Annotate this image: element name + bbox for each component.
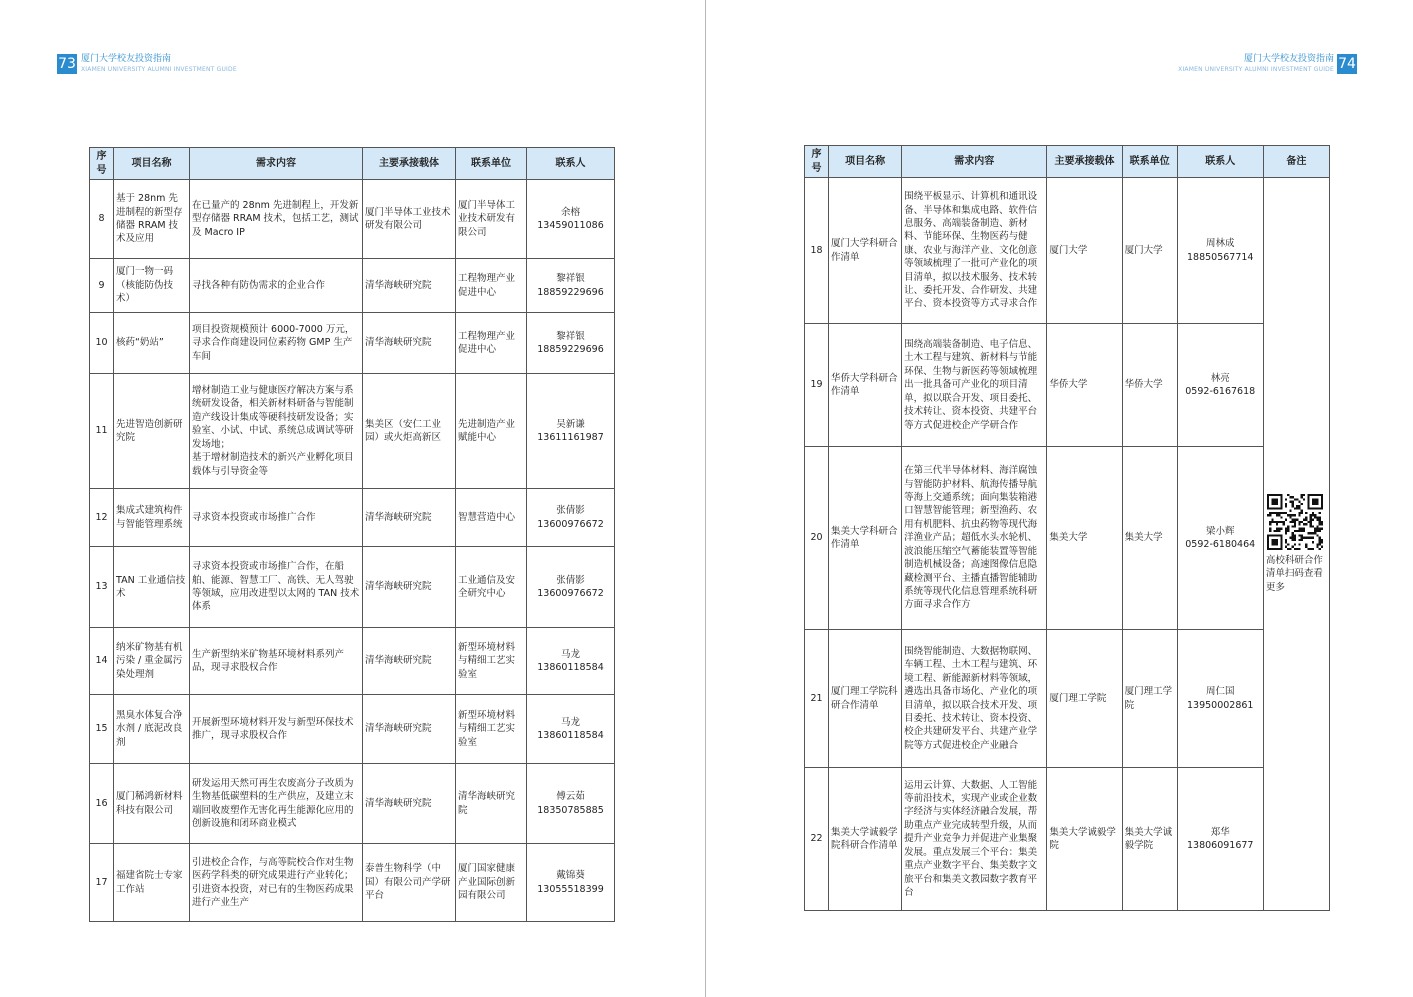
table-row <box>90 764 615 844</box>
cell-unit-text: 厦门半导体工业技术研发有限公司 <box>458 199 516 238</box>
cell-carrier-text: 清华海峡研究院 <box>365 797 432 809</box>
cell-demand-text: 在已量产的 28nm 先进制程上，开发新型存储器 RRAM 技术，包括工艺，测试及 Macro IP <box>192 199 359 238</box>
contact-phone: 13611161987 <box>537 432 604 443</box>
cell-project-name <box>114 489 190 547</box>
cell-contact <box>527 489 615 547</box>
cell-carrier-text: 华侨大学 <box>1049 379 1088 391</box>
cell-seq <box>90 695 114 764</box>
cell-seq-text: 12 <box>95 511 108 523</box>
cell-contact <box>1177 178 1263 324</box>
table-header-row <box>90 148 615 180</box>
qr-code-icon[interactable] <box>1267 494 1323 550</box>
cell-demand <box>190 628 363 695</box>
cell-project-name <box>829 324 902 447</box>
cell-seq <box>90 844 114 922</box>
cell-contact <box>1177 768 1263 911</box>
cell-project-name <box>829 630 902 768</box>
cell-seq-text: 11 <box>95 425 108 437</box>
contact-phone: 13860118584 <box>537 730 604 741</box>
cell-unit <box>456 489 527 547</box>
cell-project-name-text: 集成式建筑构件与智能管理系统 <box>116 505 183 530</box>
cell-seq <box>90 628 114 695</box>
contact-name: 张倩影 <box>556 574 585 586</box>
contact-name: 周林成 <box>1205 238 1235 250</box>
cell-seq <box>90 180 114 259</box>
cell-demand <box>902 630 1047 768</box>
contact-name: 马龙 <box>560 648 580 660</box>
cell-carrier-text: 集美大学诚毅学院 <box>1049 826 1116 851</box>
cell-unit <box>456 628 527 695</box>
cell-unit <box>456 259 527 313</box>
cell-project-name-text: 厦门大学科研合作清单 <box>831 238 898 263</box>
cell-unit <box>456 844 527 922</box>
col-seq: 序号 <box>805 146 829 178</box>
qr-caption: 高校科研合作清单扫码查看更多 <box>1265 554 1323 593</box>
cell-seq-text: 10 <box>95 337 108 349</box>
cell-project-name <box>114 844 190 922</box>
cell-carrier <box>1047 768 1122 911</box>
cell-demand-text: 寻求资本投资或市场推广合作，在船舶、能源、智慧工厂、高铁、无人驾驶等领域，应用改进型以太网的 TAN 技术体系 <box>192 561 360 613</box>
table-row <box>90 844 615 922</box>
table-row <box>90 695 615 764</box>
cell-unit <box>456 313 527 374</box>
contact-name: 吴新谦 <box>556 418 585 430</box>
cell-contact <box>527 764 615 844</box>
cell-unit <box>1122 447 1177 630</box>
contact-phone: 13806091677 <box>1186 840 1254 851</box>
cell-project-name-text: 先进智造创新研究院 <box>116 418 183 443</box>
cell-unit <box>456 374 527 489</box>
cell-seq-text: 22 <box>810 833 823 845</box>
cell-project-name <box>114 259 190 313</box>
cell-remark <box>1263 178 1329 911</box>
table-row <box>805 447 1330 630</box>
contact-name: 梁小辉 <box>1205 525 1235 537</box>
col-carrier: 主要承接载体 <box>1047 146 1122 178</box>
contact-name: 黎祥银 <box>556 273 585 285</box>
table-row <box>805 768 1330 911</box>
contact-phone: 13600976672 <box>537 518 604 530</box>
cell-unit <box>456 547 527 628</box>
cell-carrier-text: 清华海峡研究院 <box>365 279 432 291</box>
contact-phone: 18350785885 <box>537 804 604 816</box>
cell-project-name <box>114 313 190 374</box>
cell-carrier <box>363 489 456 547</box>
contact-phone: 13055518399 <box>537 883 604 895</box>
cell-seq-text: 19 <box>810 379 823 391</box>
table-row <box>805 178 1330 324</box>
cell-carrier-text: 厦门半导体工业技术研发有限公司 <box>365 206 451 231</box>
contact-name: 马龙 <box>560 716 580 728</box>
cell-unit-text: 集美大学 <box>1124 532 1163 544</box>
page-number-right: 74 <box>1338 56 1356 72</box>
header-subtitle-right: XIAMEN UNIVERSITY ALUMNI INVESTMENT GUIDE <box>1178 66 1334 73</box>
cell-project-name-text: 黑臭水体复合净水剂 / 底泥改良剂 <box>116 709 183 748</box>
header-subtitle-left: XIAMEN UNIVERSITY ALUMNI INVESTMENT GUIDE <box>81 66 237 73</box>
cell-unit-text: 厦门大学 <box>1124 244 1163 256</box>
cell-carrier <box>363 695 456 764</box>
cell-project-name <box>114 628 190 695</box>
header-title-left: 厦门大学校友投资指南 <box>81 54 172 64</box>
cell-project-name-text: 集美大学诚毅学院科研合作清单 <box>831 826 898 851</box>
page-number-left: 73 <box>58 56 76 72</box>
cell-contact <box>527 374 615 489</box>
cell-carrier-text: 清华海峡研究院 <box>365 511 432 523</box>
cell-carrier-text: 厦门大学 <box>1049 244 1088 256</box>
cell-unit <box>1122 630 1177 768</box>
cell-unit <box>1122 768 1177 911</box>
col-carrier: 主要承接载体 <box>363 148 456 180</box>
cell-seq-text: 14 <box>95 655 108 667</box>
contact-name: 黎祥银 <box>556 330 585 342</box>
cell-project-name-text: 福建省院士专家工作站 <box>116 870 183 895</box>
contact-name: 郑华 <box>1210 826 1230 838</box>
page-spine <box>705 0 706 997</box>
cell-contact <box>1177 447 1263 630</box>
cell-demand-text: 围绕平板显示、计算机和通讯设备、半导体和集成电路、软件信息服务、高端装备制造、新材料、节能环保、生物医药与健康、农业与海洋产业、文化创意等领域梳理了一批可产业化的项目清单，拟以技术服务、技术转让、委托开发、合作研发、共建平台、资本投资等方式寻求合作 <box>904 191 1038 310</box>
contact-phone: 18859229696 <box>537 286 604 298</box>
cell-contact <box>527 547 615 628</box>
contact-phone: 13950002861 <box>1186 699 1254 711</box>
cell-demand-text: 引进校企合作，与高等院校合作对生物医药学科类的研究成果进行产业转化；引进资本投资，对已有的生物医药成果进行产业生产 <box>192 856 354 908</box>
cell-carrier-text: 集美大学 <box>1049 532 1088 544</box>
col-demand: 需求内容 <box>190 148 363 180</box>
cell-seq-text: 13 <box>95 581 108 593</box>
cell-contact <box>1177 324 1263 447</box>
contact-name: 张倩影 <box>556 505 585 517</box>
cell-demand <box>902 768 1047 911</box>
cell-project-name-text: 厦门一物一码（核能防伪技术） <box>116 266 174 305</box>
cell-project-name-text: 基于 28nm 先进制程的新型存储器 RRAM 技术及应用 <box>116 193 183 245</box>
cell-seq <box>90 374 114 489</box>
cell-demand <box>190 844 363 922</box>
cell-demand <box>902 447 1047 630</box>
cell-seq <box>90 489 114 547</box>
cell-project-name-text: 华侨大学科研合作清单 <box>831 372 898 397</box>
cell-seq <box>805 324 829 447</box>
cell-project-name <box>114 764 190 844</box>
cell-demand <box>190 695 363 764</box>
col-seq: 序号 <box>90 148 114 180</box>
cell-carrier <box>1047 630 1122 768</box>
cell-contact <box>527 628 615 695</box>
cell-demand <box>190 764 363 844</box>
table-header-row <box>805 146 1330 178</box>
cell-seq <box>90 764 114 844</box>
cell-carrier-text: 清华海峡研究院 <box>365 655 432 667</box>
contact-name: 余榕 <box>560 206 580 218</box>
cell-seq-text: 8 <box>98 213 105 225</box>
cell-carrier <box>363 259 456 313</box>
cell-carrier <box>1047 447 1122 630</box>
projects-table-left <box>89 147 615 922</box>
contact-phone: 0592-6167618 <box>1185 386 1256 397</box>
table-row <box>805 630 1330 768</box>
contact-phone: 13860118584 <box>537 662 604 673</box>
header-title-right: 厦门大学校友投资指南 <box>1243 54 1334 64</box>
contact-phone: 18859229696 <box>537 344 604 355</box>
cell-unit-text: 华侨大学 <box>1124 379 1163 391</box>
cell-contact <box>527 844 615 922</box>
cell-unit-text: 新型环境材料与精细工艺实验室 <box>458 709 516 748</box>
cell-seq-text: 17 <box>95 876 108 888</box>
cell-project-name <box>829 447 902 630</box>
cell-seq-text: 20 <box>810 532 823 544</box>
cell-unit-text: 集美大学诚毅学院 <box>1124 826 1173 851</box>
cell-carrier-text: 泰普生物科学（中国）有限公司产学研平台 <box>365 863 451 902</box>
projects-table-right <box>804 145 1330 911</box>
cell-project-name <box>114 374 190 489</box>
cell-seq <box>805 178 829 324</box>
cell-contact <box>1177 630 1263 768</box>
cell-project-name <box>829 178 902 324</box>
table-row <box>90 180 615 259</box>
table-row <box>805 324 1330 447</box>
cell-project-name <box>829 768 902 911</box>
cell-project-name-text: TAN 工业通信技术 <box>116 574 186 599</box>
cell-seq-text: 16 <box>95 797 108 809</box>
contact-phone: 0592-6180464 <box>1185 539 1256 550</box>
cell-unit-text: 厦门国家健康产业国际创新园有限公司 <box>458 863 516 902</box>
cell-carrier <box>1047 324 1122 447</box>
cell-project-name-text: 核药“奶站” <box>116 337 164 349</box>
table-row <box>90 489 615 547</box>
cell-seq <box>90 547 114 628</box>
cell-carrier <box>363 180 456 259</box>
cell-unit <box>456 764 527 844</box>
cell-unit-text: 清华海峡研究院 <box>458 791 516 816</box>
table-row <box>90 259 615 313</box>
cell-demand-text: 运用云计算、大数据、人工智能等前沿技术，实现产业或企业数字经济与实体经济融合发展，帮助重点产业完成转型升级，从而提升产业竞争力并促进产业集聚发展。重点发展三个平台：集美重点产业数字平台、集美数字文旅平台和集美文教园数字教育平台 <box>904 779 1038 898</box>
cell-contact <box>527 180 615 259</box>
cell-project-name-text: 厦门稀鸿新材料科技有限公司 <box>116 791 183 816</box>
cell-demand-text: 寻找各种有防伪需求的企业合作 <box>192 279 326 291</box>
cell-unit-text: 厦门理工学院 <box>1124 686 1173 711</box>
cell-project-name <box>114 180 190 259</box>
cell-demand-text: 开展新型环境材料开发与新型环保技术推广，现寻求股权合作 <box>192 716 354 741</box>
contact-phone: 13600976672 <box>537 588 604 599</box>
cell-unit-text: 新型环境材料与精细工艺实验室 <box>458 641 516 680</box>
contact-name: 林亮 <box>1210 372 1230 384</box>
cell-carrier <box>363 844 456 922</box>
col-remark: 备注 <box>1263 146 1329 178</box>
col-contact: 联系人 <box>1177 146 1263 178</box>
cell-demand <box>190 180 363 259</box>
cell-seq <box>90 259 114 313</box>
cell-unit <box>456 180 527 259</box>
cell-seq <box>805 447 829 630</box>
cell-demand-text: 研发运用天然可再生农废高分子改质为生物基低碳塑料的生产供应，及建立末端回收废塑作无害化再生能源化应用的创新设施和闭环商业模式 <box>192 777 354 829</box>
cell-demand <box>190 489 363 547</box>
cell-project-name-text: 集美大学科研合作清单 <box>831 525 898 550</box>
cell-demand <box>190 374 363 489</box>
cell-seq <box>805 630 829 768</box>
table-row <box>90 313 615 374</box>
cell-project-name-text: 纳米矿物基有机污染 / 重金属污染处理剂 <box>116 641 183 680</box>
cell-demand <box>190 547 363 628</box>
cell-seq-text: 15 <box>95 723 108 735</box>
cell-carrier <box>363 374 456 489</box>
col-demand: 需求内容 <box>902 146 1047 178</box>
cell-seq <box>90 313 114 374</box>
cell-unit <box>1122 324 1177 447</box>
cell-unit-text: 先进制造产业赋能中心 <box>458 418 516 443</box>
cell-carrier <box>363 764 456 844</box>
cell-demand-text: 生产新型纳米矿物基环境材料系列产品，现寻求股权合作 <box>192 648 345 673</box>
cell-carrier <box>1047 178 1122 324</box>
cell-carrier <box>363 628 456 695</box>
cell-demand <box>190 313 363 374</box>
cell-demand-text: 寻求资本投资或市场推广合作 <box>192 511 316 523</box>
cell-carrier-text: 厦门理工学院 <box>1049 692 1107 704</box>
contact-name: 戴锦葵 <box>556 870 585 882</box>
cell-carrier <box>363 313 456 374</box>
cell-unit-text: 智慧营造中心 <box>458 511 516 523</box>
table-row <box>90 374 615 489</box>
table-row <box>90 628 615 695</box>
col-unit: 联系单位 <box>456 148 527 180</box>
cell-unit-text: 工业通信及安全研究中心 <box>458 574 516 599</box>
contact-phone: 18850567714 <box>1186 251 1254 263</box>
cell-demand <box>190 259 363 313</box>
cell-contact <box>527 259 615 313</box>
col-name: 项目名称 <box>114 148 190 180</box>
cell-project-name-text: 厦门理工学院科研合作清单 <box>831 686 898 711</box>
cell-project-name <box>114 547 190 628</box>
cell-unit-text: 工程物理产业促进中心 <box>458 273 516 298</box>
cell-demand-text: 项目投资规模预计 6000-7000 万元，寻求合作商建设同位素药物 GMP 生产车间 <box>192 323 355 362</box>
cell-seq-text: 21 <box>810 692 823 704</box>
col-unit: 联系单位 <box>1122 146 1177 178</box>
cell-carrier-text: 清华海峡研究院 <box>365 723 432 735</box>
cell-seq <box>805 768 829 911</box>
cell-seq-text: 18 <box>810 244 823 256</box>
cell-carrier <box>363 547 456 628</box>
cell-seq-text: 9 <box>98 279 105 291</box>
contact-phone: 13459011086 <box>537 220 604 231</box>
cell-unit <box>1122 178 1177 324</box>
cell-carrier-text: 集美区（安仁工业园）或火炬高新区 <box>365 418 442 443</box>
cell-project-name <box>114 695 190 764</box>
table-row <box>90 547 615 628</box>
cell-unit <box>456 695 527 764</box>
col-name: 项目名称 <box>829 146 902 178</box>
cell-carrier-text: 清华海峡研究院 <box>365 337 432 349</box>
cell-contact <box>527 695 615 764</box>
cell-demand <box>902 178 1047 324</box>
cell-demand-text: 增材制造工业与健康医疗解决方案与系统研发设备，相关新材料研备与智能制造产线设计集成等硬科技研发设备；实验室、小试、中试、系统总成调试等研发场地； 基于增材制造技术的新兴产业孵化项目载体与引导资金等 <box>192 385 354 477</box>
col-contact: 联系人 <box>527 148 615 180</box>
cell-demand-text: 围绕智能制造、大数据物联网、车辆工程、土木工程与建筑、环境工程、新能源新材料等领域，遴选出具备市场化、产业化的项目清单，拟以联合技术开发、项目委托、技术转让、资本投资、校企共建研发平台、共建产业学院等方式促进校企产业融合 <box>904 645 1038 751</box>
contact-name: 周仁国 <box>1205 686 1235 698</box>
cell-demand-text: 围绕高端装备制造、电子信息、土木工程与建筑、新材料与节能环保、生物与新医药等领域梳理出一批具备可产业化的项目清单，拟以联合开发、项目委托、技术转让、资本投资、共建平台等方式促进校企产学研合作 <box>904 339 1038 431</box>
contact-name: 傅云茹 <box>556 791 585 803</box>
cell-demand-text: 在第三代半导体材料、海洋腐蚀与智能防护材料、航海传播导航等海上交通系统；面向集装箱港口智慧智能管理；新型渔药、农用有机肥料、抗虫药物等现代海洋渔业产品；超低水头水轮机、波浪能压缩空气蓄能装置等智能制造机械设备；高速图像信息隐藏检测平台、主播直播智能辅助系统等现代化信息管理系统科研方面寻求合作方 <box>904 465 1038 611</box>
cell-demand <box>902 324 1047 447</box>
cell-contact <box>527 313 615 374</box>
cell-unit-text: 工程物理产业促进中心 <box>458 330 516 355</box>
cell-carrier-text: 清华海峡研究院 <box>365 581 432 593</box>
